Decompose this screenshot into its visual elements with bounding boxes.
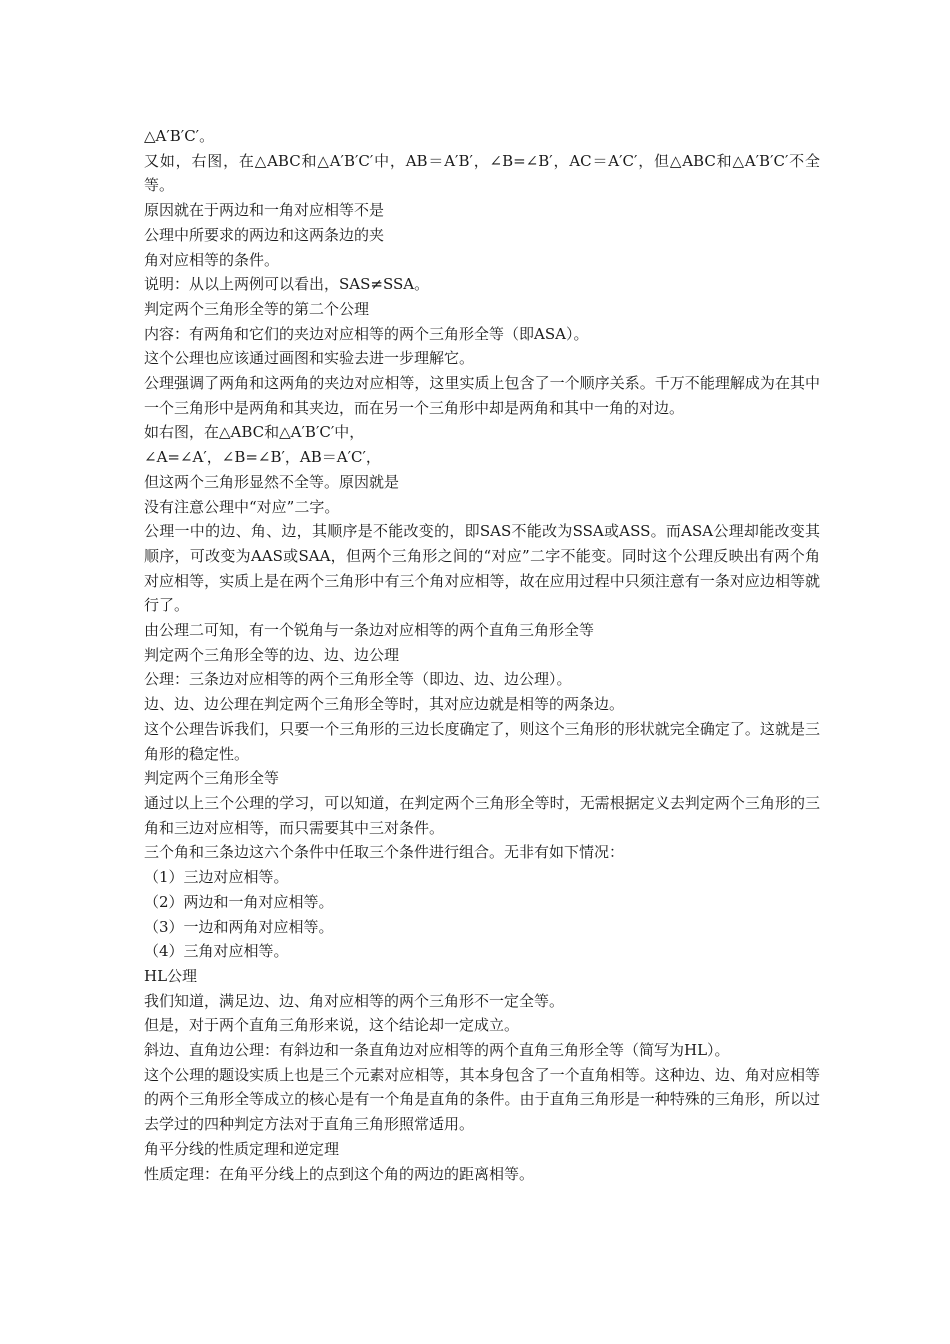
paragraph-asa-emphasis: 公理强调了两角和这两角的夹边对应相等，这里实质上包含了一个顺序关系。千万不能理解成为在其中一个三角形中是两角和其夹边，而在另一个三角形中却是两角和其中一角的对边。: [144, 374, 820, 417]
paragraph-counterexample: 又如，右图，在△ABC和△A′B′C′中，AB＝A′B′，∠B=∠B′，AC＝A′C′，但△ABC和△A′B′C′不全等。: [144, 151, 820, 195]
paragraph-summary: 通过以上三个公理的学习，可以知道，在判定两个三角形全等时，无需根据定义去判定两个三角形的三角和三边对应相等，而只需要其中三对条件。: [144, 793, 820, 837]
paragraph-hl-explanation: 这个公理的题设实质上也是三个元素对应相等，其本身包含了一个直角相等。这种边、边、角对应相等的两个三角形全等成立的核心是有一个角是直角的条件。由于直角三角形是一种特殊的三角形，所以过去学过的四种判定方法对于直角三角形照常适用。: [144, 1065, 820, 1134]
paragraph-ssa-not-congruent: 我们知道，满足边、边、角对应相等的两个三角形不一定全等。: [144, 991, 565, 1010]
paragraph-right-triangle-corollary: 由公理二可知，有一个锐角与一条边对应相等的两个直角三角形全等: [144, 621, 595, 640]
heading-angle-bisector: 角平分线的性质定理和逆定理: [144, 1139, 340, 1158]
paragraph-triangle-label: △A′B′C′。: [144, 127, 215, 145]
paragraph-order-explanation: 公理一中的边、角、边，其顺序是不能改变的，即SAS不能改为SSA或ASS。而ASA公理却能改变其顺序，可改变为AAS或SAA，但两个三角形之间的“对应”二字不能变。同时这个公理反映出有两个角对应相等，实质上是在两个三角形中有三个角对应相等，故在应用过程中只须注意有一条对应边相等就行了。: [144, 522, 820, 615]
list-item-4: （4）三角对应相等。: [144, 942, 289, 961]
paragraph-right-triangle-holds: 但是，对于两个直角三角形来说，这个结论却一定成立。: [144, 1016, 520, 1035]
paragraph-property-theorem: 性质定理：在角平分线上的点到这个角的两边的距离相等。: [144, 1164, 535, 1183]
paragraph-sss-corresponding: 边、边、边公理在判定两个三角形全等时，其对应边就是相等的两条边。: [144, 695, 625, 714]
paragraph-asa-understand: 这个公理也应该通过画图和实验去进一步理解它。: [144, 349, 475, 368]
paragraph-combinations: 三个角和三条边这六个条件中任取三个条件进行组合。无非有如下情况：: [144, 843, 625, 862]
list-item-3: （3）一边和两角对应相等。: [144, 917, 334, 936]
paragraph-sss-statement: 公理：三条边对应相等的两个三角形全等（即边、边、边公理）。: [144, 670, 572, 689]
paragraph-example-conclusion: 但这两个三角形显然不全等。原因就是: [144, 472, 400, 491]
paragraph-asa-content: 内容：有两角和它们的夹边对应相等的两个三角形全等（即ASA）。: [144, 324, 589, 343]
paragraph-note-sas-ssa: 说明：从以上两例可以看出，SAS≠SSA。: [144, 275, 430, 294]
paragraph-reason-2: 公理中所要求的两边和这两条边的夹: [144, 225, 385, 244]
paragraph-stability: 这个公理告诉我们，只要一个三角形的三边长度确定了，则这个三角形的形状就完全确定了。这就是三角形的稳定性。: [144, 719, 820, 763]
heading-congruence: 判定两个三角形全等: [144, 769, 280, 788]
paragraph-hl-statement: 斜边、直角边公理：有斜边和一条直角边对应相等的两个直角三角形全等（简写为HL）。: [144, 1041, 730, 1060]
paragraph-reason-3: 角对应相等的条件。: [144, 250, 280, 269]
list-item-2: （2）两边和一角对应相等。: [144, 892, 334, 911]
heading-sss-axiom: 判定两个三角形全等的边、边、边公理: [144, 645, 400, 664]
paragraph-reason-1: 原因就在于两边和一角对应相等不是: [144, 201, 385, 220]
heading-hl-axiom: HL公理: [144, 966, 198, 985]
heading-second-axiom: 判定两个三角形全等的第二个公理: [144, 299, 370, 318]
paragraph-example-reason: 没有注意公理中“对应”二字。: [144, 497, 340, 516]
document-body: [144, 124, 820, 1186]
paragraph-example-intro: 如右图，在△ABC和△A′B′C′中，: [144, 423, 365, 442]
list-item-1: （1）三边对应相等。: [144, 868, 289, 887]
paragraph-example-conditions: ∠A=∠A′，∠B=∠B′，AB＝A′C′，: [144, 448, 381, 467]
